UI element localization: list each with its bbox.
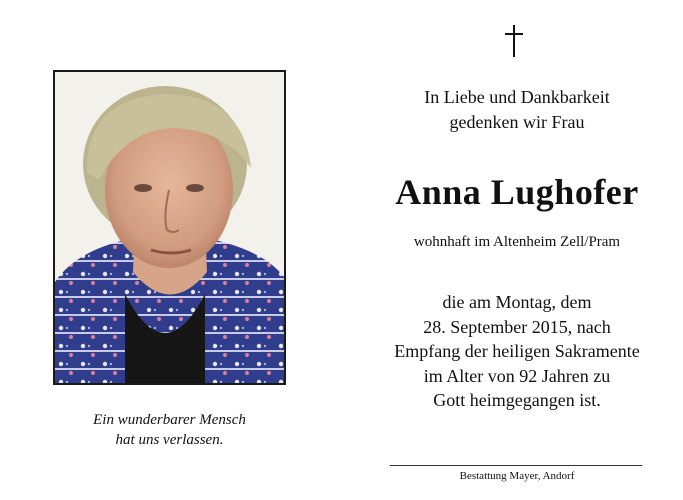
intro-text: [352, 85, 682, 135]
caption-line-2: hat uns verlassen.: [115, 432, 224, 448]
cross-icon: [502, 25, 526, 57]
intro-line-1: In Liebe und Dankbarkeit: [424, 87, 610, 107]
residence-text: wohnhaft im Altenheim Zell/Pram: [413, 234, 621, 250]
obituary-line-5: Gott heimgegangen ist.: [433, 390, 601, 410]
funeral-home-text: Bestattung Mayer, Andorf: [459, 470, 575, 482]
footer-divider: [390, 465, 642, 466]
photo-caption: [53, 410, 286, 450]
portrait-illustration: [55, 72, 284, 383]
intro-line-2: gedenken wir Frau: [449, 112, 585, 132]
obituary-line-1: die am Montag, dem: [442, 292, 592, 312]
portrait-photo: [53, 70, 286, 385]
deceased-name: Anna Lughofer: [395, 172, 639, 212]
obituary-line-3: Empfang der heiligen Sakramente: [394, 341, 640, 361]
obituary-line-4: im Alter von 92 Jahren zu: [423, 365, 611, 386]
obituary-line-2: 28. September 2015, nach: [423, 316, 611, 337]
obituary-text: [352, 290, 682, 413]
caption-line-1: Ein wunderbarer Mensch: [93, 412, 246, 428]
